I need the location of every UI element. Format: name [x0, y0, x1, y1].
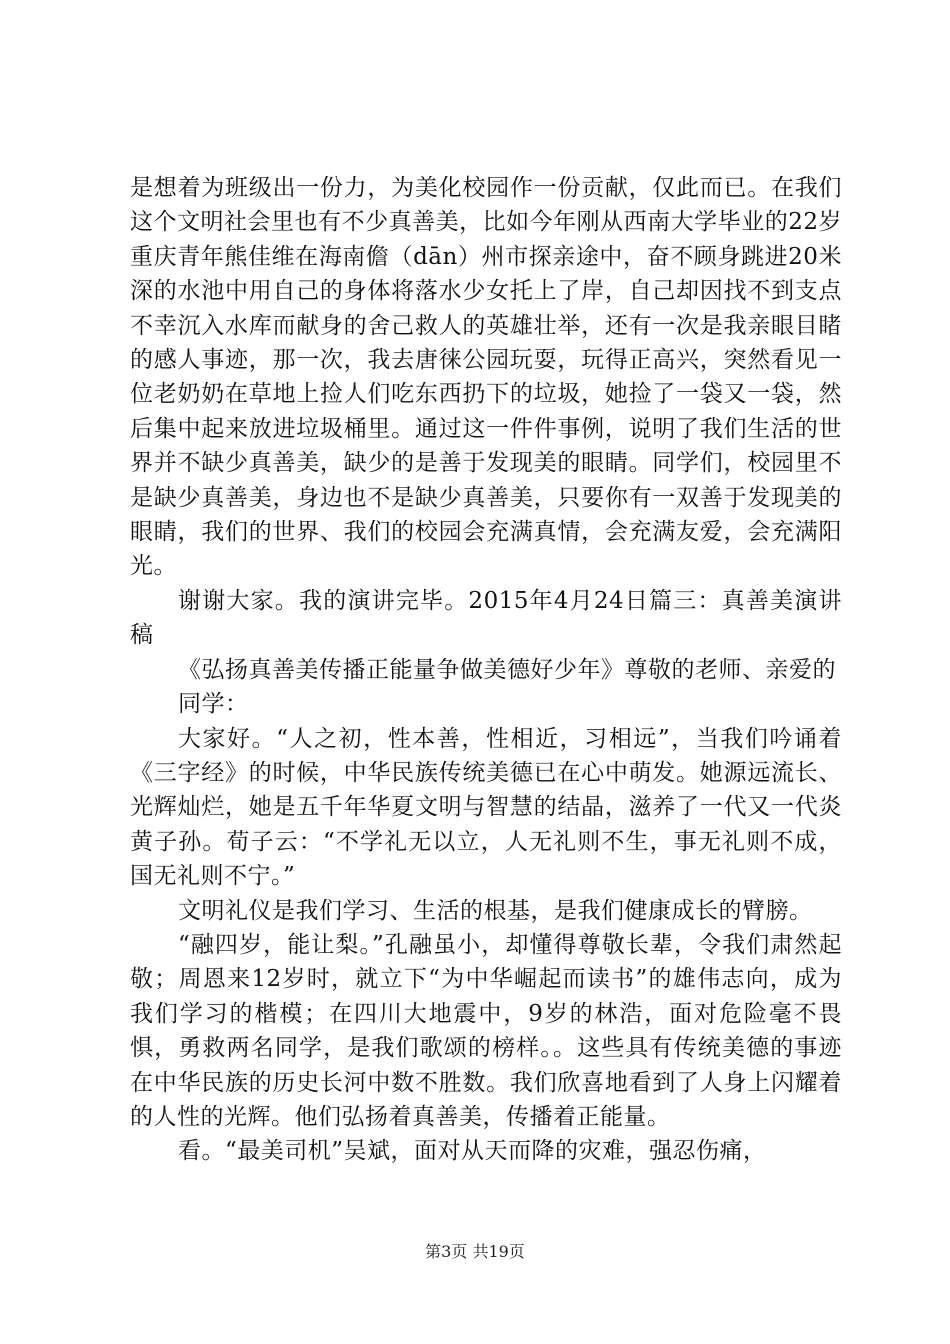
paragraph-1: 是想着为班级出一份力，为美化校园作一份贡献，仅此而已。在我们这个文明社会里也有不少真善美，比如今年刚从西南大学毕业的22岁重庆青年熊佳维在海南儋（dān）州市探亲途中，奋不顾身跳进20米深的水池中用自己的身体将落水少女托上了岸，自己却因找不到支点不幸沉入水库而献身的舍己救人的英雄壮举，还有一次是我亲眼目睹的感人事迹，那一次，我去唐徕公园玩耍，玩得正高兴，突然看见一位老奶奶在草地上捡人们吃东西扔下的垃圾，她捡了一袋又一袋，然后集中起来放进垃圾桶里。通过这一件件事例，说明了我们生活的世界并不缺少真善美，缺少的是善于发现美的眼睛。同学们，校园里不是缺少真善美，身边也不是缺少真善美，只要你有一双善于发现美的眼睛，我们的世界、我们的校园会充满真情，会充满友爱，会充满阳光。	[130, 175, 842, 580]
paragraph-3: 《弘扬真善美传播正能量争做美德好少年》尊敬的老师、亲爱的	[178, 656, 836, 683]
paragraph-7: “融四岁，能让梨。”孔融虽小，却懂得尊敬长辈，令我们肃然起敬；周恩来12岁时，就立下“为中华崛起而读书”的雄伟志向，成为我们学习的楷模；在四川大地震中，9岁的林浩，面对危险毫不畏惧，勇救两名同学，是我们歌颂的榜样。。这些具有传统美德的事迹在中华民族的历史长河中数不胜数。我们欣喜地看到了人身上闪耀着的人性的光辉。他们弘扬着真善美，传播着正能量。	[130, 931, 842, 1130]
paragraph-6: 文明礼仪是我们学习、生活的根基，是我们健康成长的臂膀。	[178, 897, 813, 924]
paragraph-5: 大家好。“人之初，性本善，性相近，习相远”，当我们吟诵着《三字经》的时候，中华民族传统美德已在心中萌发。她源远流长、光辉灿烂，她是五千年华夏文明与智慧的结晶，滋养了一代又一代炎黄子孙。荀子云：“不学礼无以立，人无礼则不生，事无礼则不成，国无礼则不宁。”	[130, 725, 842, 890]
paragraph-8: 看。“最美司机”吴斌，面对从天而降的灾难，强忍伤痛，	[178, 1138, 767, 1165]
paragraph-4: 同学：	[178, 691, 249, 718]
paragraph-2: 谢谢大家。我的演讲完毕。2015年4月24日篇三：真善美演讲稿	[130, 587, 842, 649]
page-number-footer: 第3页 共19页	[425, 1242, 525, 1261]
body-text	[130, 171, 842, 1169]
